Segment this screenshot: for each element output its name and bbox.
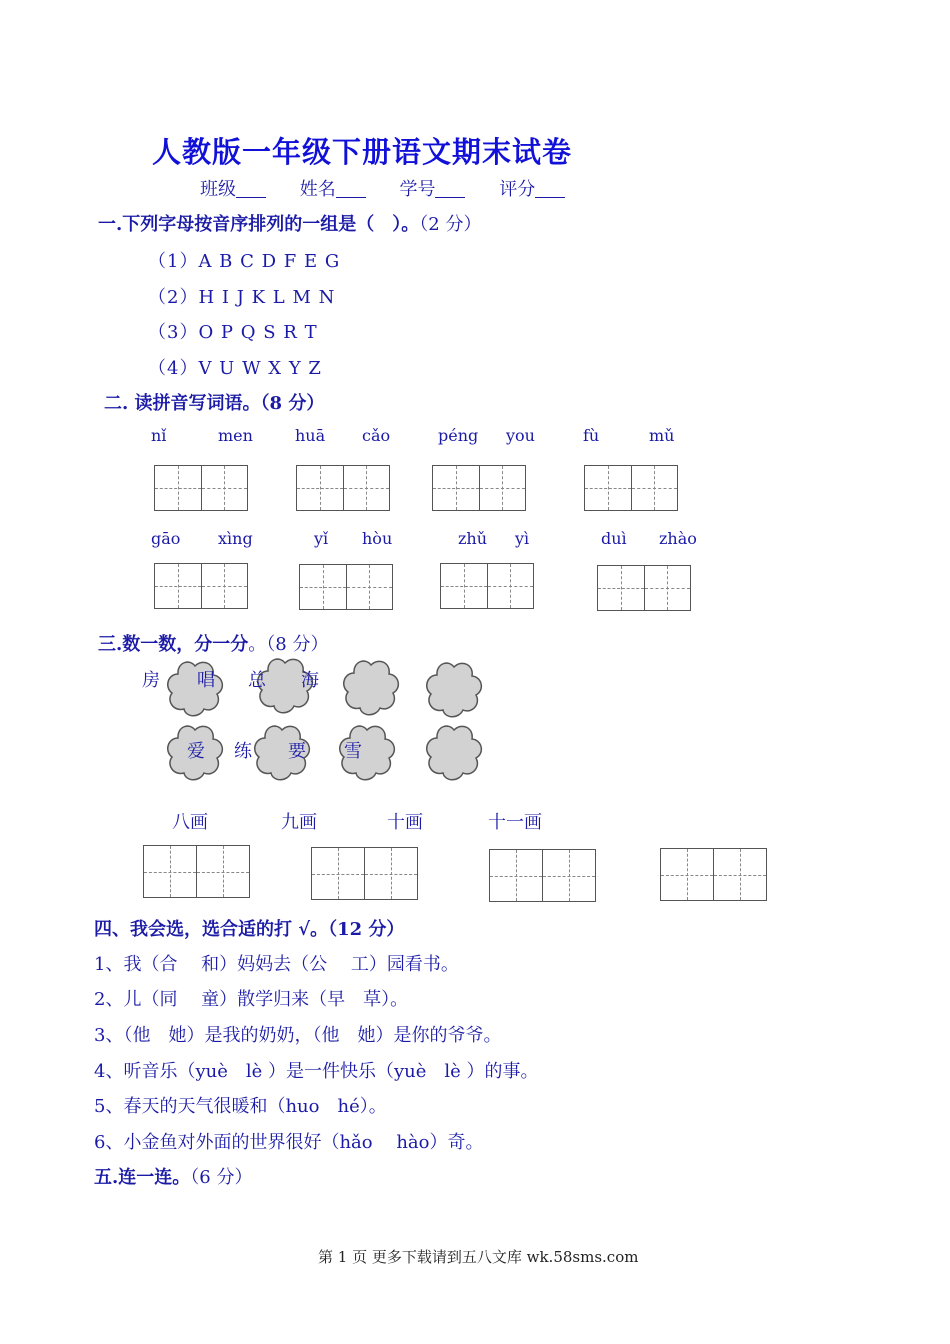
character-label: 爱 [187,741,205,762]
student-info-line [200,175,587,201]
pinyin-label: gāo [151,529,181,548]
section1-option-4: （4）V U W X Y Z [148,358,322,379]
category-label: 十一画 [488,812,542,833]
writing-grid[interactable] [584,465,678,511]
pinyin-label: zhào [659,529,697,548]
pinyin-label: duì [601,529,627,548]
section2-heading: 二. 读拼音写词语。（8 分） [104,393,325,414]
pinyin-label: yǐ [314,529,329,548]
section4-item: 6、小金鱼对外面的世界很好（hǎo hào）奇。 [94,1132,484,1153]
section1-option-1: （1）A B C D F E G [148,251,341,272]
writing-grid[interactable] [597,565,691,611]
section4-item: 3、（他 她）是我的奶奶，（他 她）是你的爷爷。 [94,1025,502,1046]
class-label: 班级 [200,179,236,200]
section4-heading: 四、我会选，选合适的打 √。（12 分） [94,919,405,940]
section1-option-2: （2）H I J K L M N [148,287,336,308]
section4-item: 1、我（合 和）妈妈去（公 工）园看书。 [94,954,459,975]
pinyin-label: men [218,426,253,445]
pinyin-label: péng [438,426,479,445]
page-footer: 第 1 页 更多下载请到五八文库 wk.58sms.com [318,1248,639,1266]
flower-icon [341,657,401,717]
section4-item: 5、春天的天气很暖和（huo hé）。 [94,1096,387,1117]
section3-heading [98,630,328,656]
score-blank[interactable] [535,179,565,198]
pinyin-label: fù [583,426,600,445]
character-label: 唱 [197,670,215,691]
pinyin-label: xìng [218,529,253,548]
id-label: 学号 [399,179,436,200]
name-blank[interactable] [336,179,366,198]
pinyin-label: nǐ [151,426,167,445]
pinyin-label: yì [515,529,530,548]
section1-option-3: （3）O P Q S R T [148,322,318,343]
writing-grid[interactable] [296,465,390,511]
writing-grid[interactable] [299,564,393,610]
category-label: 八画 [172,812,208,833]
answer-grid[interactable] [143,845,250,898]
pinyin-label: zhǔ [458,529,488,548]
writing-grid[interactable] [154,563,248,609]
section3-heading-text: 三.数一数，分一分 [98,634,249,655]
answer-grid[interactable] [660,848,767,901]
character-label: 要 [288,741,306,762]
character-label: 海 [301,670,319,691]
page-title: 人教版一年级下册语文期末试卷 [152,135,573,169]
pinyin-label: hòu [362,529,393,548]
section3-points: 。（8 分） [248,634,329,655]
character-label: 总 [248,670,266,691]
id-blank[interactable] [435,179,465,198]
category-label: 九画 [281,812,317,833]
pinyin-label: cǎo [362,426,391,445]
class-blank[interactable] [236,179,266,198]
flower-icon [424,659,484,719]
section1-heading-text: 一.下列字母按音序排列的一组是（ ）。 [98,214,420,235]
writing-grid[interactable] [154,465,248,511]
writing-grid[interactable] [440,563,534,609]
flower-icon [165,658,225,718]
character-label: 练 [234,741,252,762]
character-label: 雪 [344,741,362,762]
section1-points: （2 分） [419,214,482,235]
category-label: 十画 [387,812,423,833]
character-label: 房 [142,670,160,691]
pinyin-label: huā [295,426,326,445]
score-label: 评分 [499,179,536,200]
flower-icon [424,722,484,782]
section5-heading [94,1163,252,1189]
pinyin-label: you [506,426,535,445]
section1-heading [98,210,481,236]
answer-grid[interactable] [311,847,418,900]
section5-heading-text: 五.连一连。 [94,1167,191,1188]
writing-grid[interactable] [432,465,526,511]
section4-item: 2、儿（同 童）散学归来（早 草）。 [94,989,409,1010]
answer-grid[interactable] [489,849,596,902]
pinyin-label: mǔ [649,426,675,445]
name-label: 姓名 [299,179,336,200]
section4-item: 4、听音乐（yuè lè ）是一件快乐（yuè lè ）的事。 [94,1061,539,1082]
section5-points: （6 分） [190,1167,253,1188]
